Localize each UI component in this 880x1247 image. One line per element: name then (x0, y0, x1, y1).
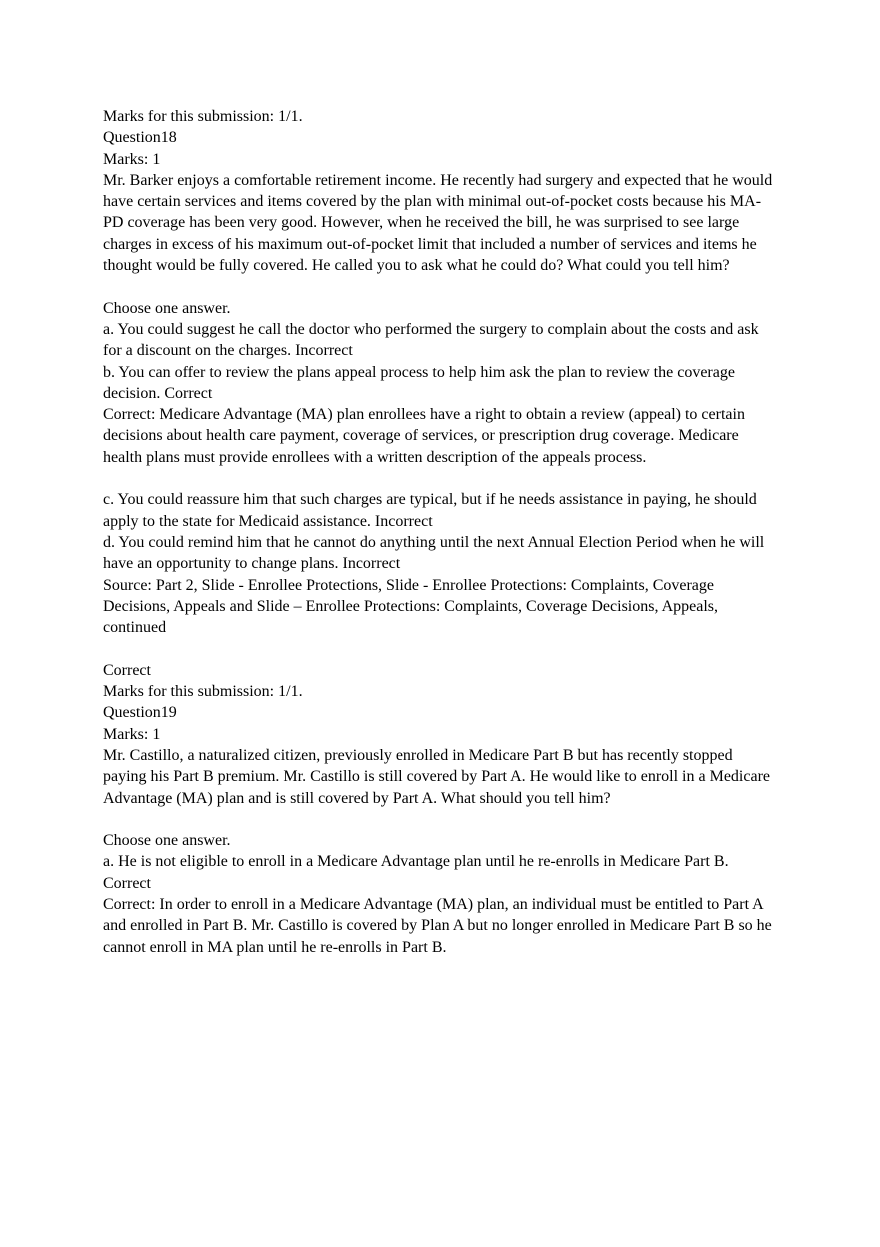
question18-answer-a: a. You could suggest he call the doctor who performed the surgery to complain about the costs and ask for a discount on the charges. Incorrect (103, 320, 759, 360)
question18-answer-d: d. You could remind him that he cannot do anything until the next Annual Election Period when he will have an opportunity to change plans. Incorrect (103, 533, 765, 573)
question18-choose-prompt: Choose one answer. (103, 299, 231, 317)
question19-marks: Marks: 1 (103, 725, 161, 743)
previous-question-submission-marks: Marks for this submission: 1/1. (103, 108, 303, 125)
question18-answer-c: c. You could reassure him that such charges are typical, but if he needs assistance in paying, he should apply to the state for Medicaid assistance. Incorrect (103, 491, 757, 530)
blank-line (103, 809, 779, 830)
question18-stem: Mr. Barker enjoys a comfortable retirement income. He recently had surgery and expected that he would have certain services and items covered by the plan with minimal out-of-pocket costs because his MA-PD coverage has been very good. However, when he received the bill, he was surprised to see large charges in excess of his maximum out-of-pocket limit that included a number of services and items he thought would be fully covered. He called you to ask what he could do? What could you tell him? (103, 171, 773, 275)
question18-source: Source: Part 2, Slide - Enrollee Protections, Slide - Enrollee Protections: Complaints, Coverage Decisions, Appeals and Slide – Enrollee Protections: Complaints, Coverage Decisions, Appeals, continued (103, 576, 719, 637)
question18-marks: Marks: 1 (103, 150, 161, 168)
blank-line (103, 468, 779, 489)
question18-title: Question18 (103, 129, 177, 147)
question19-feedback: Correct: In order to enroll in a Medicare Advantage (MA) plan, an individual must be entitled to Part A and enrolled in Part B. Mr. Castillo is covered by Plan A but no longer enrolled in Medicare Part B so he cannot enroll in MA plan until he re-enrolls in Part B. (103, 895, 772, 956)
question19-answer-a: a. He is not eligible to enroll in a Medicare Advantage plan until he re-enrolls in Medicare Part B. Correct (103, 853, 729, 892)
question18-result: Correct (103, 661, 151, 679)
question18-feedback: Correct: Medicare Advantage (MA) plan enrollees have a right to obtain a review (appeal) to certain decisions about health care payment, coverage of services, or prescription drug coverage. Medicare health plans must provide enrollees with a written description of the appeals process. (103, 406, 745, 466)
question19-title: Question19 (103, 704, 177, 722)
document-body (103, 106, 779, 958)
blank-line (103, 276, 779, 297)
question19-stem: Mr. Castillo, a naturalized citizen, previously enrolled in Medicare Part B but has recently stopped paying his Part B premium. Mr. Castillo is still covered by Part A. He would like to enroll in a Medicare Advantage (MA) plan and is still covered by Part A. What should you tell him? (103, 746, 771, 807)
question18-submission-marks: Marks for this submission: 1/1. (103, 683, 303, 701)
question18-answer-b: b. You can offer to review the plans appeal process to help him ask the plan to review the coverage decision. Correct (103, 363, 735, 402)
blank-line (103, 638, 779, 659)
question19-choose-prompt: Choose one answer. (103, 832, 231, 850)
